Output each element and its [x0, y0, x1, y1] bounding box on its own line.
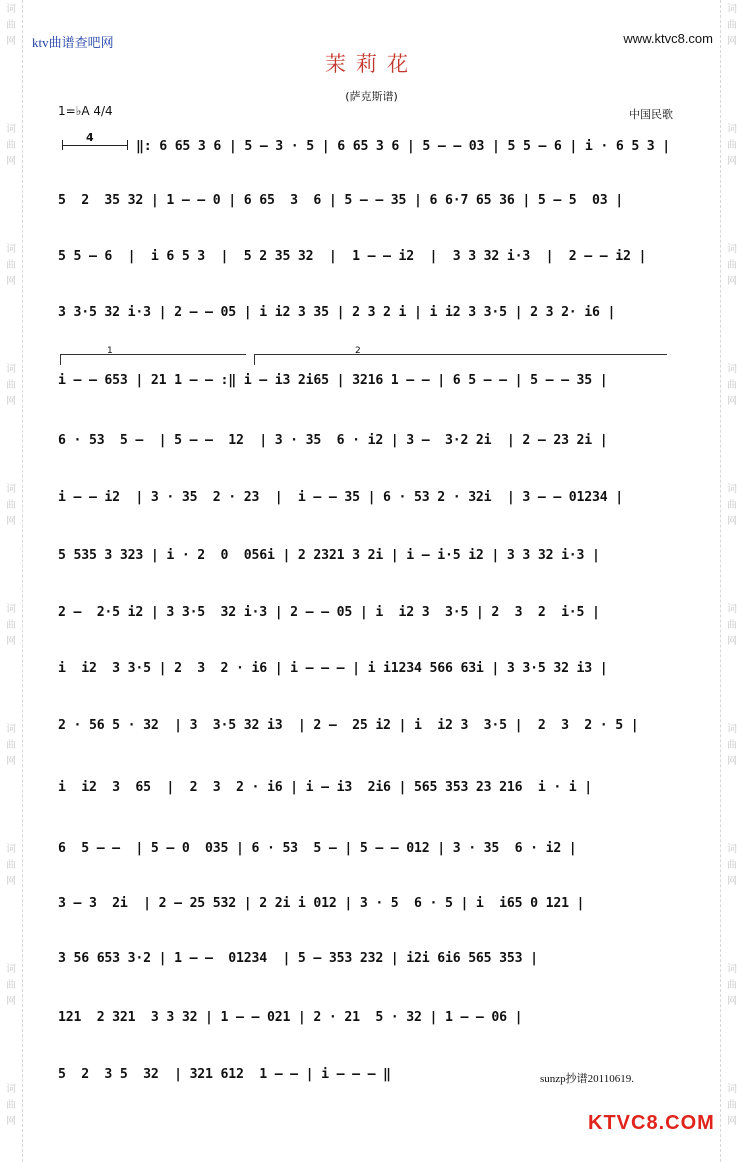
watermark: 词曲网	[6, 244, 16, 287]
watermark: 词曲网	[727, 364, 737, 407]
score-line-4: 3 3·5 32 i·3 | 2 – – 05 | i i2 3 35 | 2 3 2 i | i i2 3 3·5 | 2 3 2· i6 |	[58, 305, 616, 320]
score-line-13: 6 5 – – | 5 – 0 035 | 6 · 53 5 – | 5 – – 012 | 3 · 35 6 · i2 |	[58, 841, 577, 856]
score-line-16: 121 2 321 3 3 32 | 1 – – 021 | 2 · 21 5 · 32 | 1 – – 06 |	[58, 1010, 523, 1025]
watermark: 词曲网	[727, 124, 737, 167]
score-line-8: 5 535 3 323 | i · 2 0 056i | 2 2321 3 2i | i – i·5 i2 | 3 3 32 i·3 |	[58, 548, 600, 563]
watermark: 词曲网	[6, 124, 16, 167]
score-line-9: 2 – 2·5 i2 | 3 3·5 32 i·3 | 2 – – 05 | i i2 3 3·5 | 2 3 2 i·5 |	[58, 605, 600, 620]
site-logo: KTVC8.COM	[588, 1112, 715, 1134]
key-signature: 1=♭A 4/4	[58, 104, 113, 118]
score-line-5: i – – 653 | 21 1 – – :‖ i – i3 2i65 | 3216 1 – – | 6 5 – – | 5 – – 35 |	[58, 373, 608, 388]
watermark: 词曲网	[727, 484, 737, 527]
watermark: 词曲网	[6, 844, 16, 887]
score-line-1: ‖: 6 65 3 6 | 5 – 3 · 5 | 6 65 3 6 | 5 – – 03 | 5 5 – 6 | i · 6 5 3 |	[136, 139, 671, 154]
score-line-7: i – – i2 | 3 · 35 2 · 23 | i – – 35 | 6 · 53 2 · 32i | 3 – – 01234 |	[58, 490, 623, 505]
watermark: 词曲网	[6, 4, 16, 47]
rest-count: 4	[86, 131, 94, 144]
watermark: 词曲网	[6, 964, 16, 1007]
song-title: 茉莉花	[325, 52, 418, 76]
volta-bracket-1	[60, 346, 246, 365]
score-line-6: 6 · 53 5 – | 5 – – 12 | 3 · 35 6 · i2 | 3 – 3·2 2i | 2 – 23 2i |	[58, 433, 608, 448]
score-line-17: 5 2 3 5 32 | 321 612 1 – – | i – – – ‖	[58, 1067, 391, 1082]
volta-bracket-2	[254, 346, 667, 365]
score-line-15: 3 56 653 3·2 | 1 – – 01234 | 5 – 353 232 | i2i 6i6 565 353 |	[58, 951, 538, 966]
score-line-2: 5 2 35 32 | 1 – – 0 | 6 65 3 6 | 5 – – 35 | 6 6·7 65 36 | 5 – 5 03 |	[58, 193, 623, 208]
watermark: 词曲网	[727, 964, 737, 1007]
volta-number-1: 1	[107, 346, 113, 356]
score-subtitle: (萨克斯谱)	[345, 90, 398, 103]
site-url[interactable]: www.ktvc8.com	[623, 31, 713, 46]
watermark: 词曲网	[6, 724, 16, 767]
score-line-11: 2 · 56 5 · 32 | 3 3·5 32 i3 | 2 – 25 i2 | i i2 3 3·5 | 2 3 2 · 5 |	[58, 718, 639, 733]
watermark: 词曲网	[727, 604, 737, 647]
song-origin: 中国民歌	[629, 108, 673, 121]
transcriber-note: sunzp抄谱20110619.	[540, 1073, 635, 1085]
multi-measure-rest	[62, 131, 128, 152]
watermark: 词曲网	[727, 1084, 737, 1127]
watermark: 词曲网	[727, 4, 737, 47]
watermark: 词曲网	[727, 724, 737, 767]
watermark: 词曲网	[6, 484, 16, 527]
watermark: 词曲网	[727, 844, 737, 887]
watermark: 词曲网	[6, 604, 16, 647]
score-line-10: i i2 3 3·5 | 2 3 2 · i6 | i – – – | i i1234 566 63i | 3 3·5 32 i3 |	[58, 661, 608, 676]
left-watermark-strip	[0, 0, 23, 1162]
score-line-14: 3 – 3 2i | 2 – 25 532 | 2 2i i 012 | 3 · 5 6 · 5 | i i65 0 121 |	[58, 896, 585, 911]
site-name: ktv曲谱查吧网	[32, 35, 114, 50]
right-watermark-strip	[720, 0, 743, 1162]
score-line-3: 5 5 – 6 | i 6 5 3 | 5 2 35 32 | 1 – – i2 | 3 3 32 i·3 | 2 – – i2 |	[58, 249, 647, 264]
score-line-12: i i2 3 65 | 2 3 2 · i6 | i – i3 2i6 | 565 353 23 216 i · i |	[58, 780, 593, 795]
watermark: 词曲网	[6, 1084, 16, 1127]
watermark: 词曲网	[6, 364, 16, 407]
watermark: 词曲网	[727, 244, 737, 287]
volta-number-2: 2	[355, 346, 361, 356]
